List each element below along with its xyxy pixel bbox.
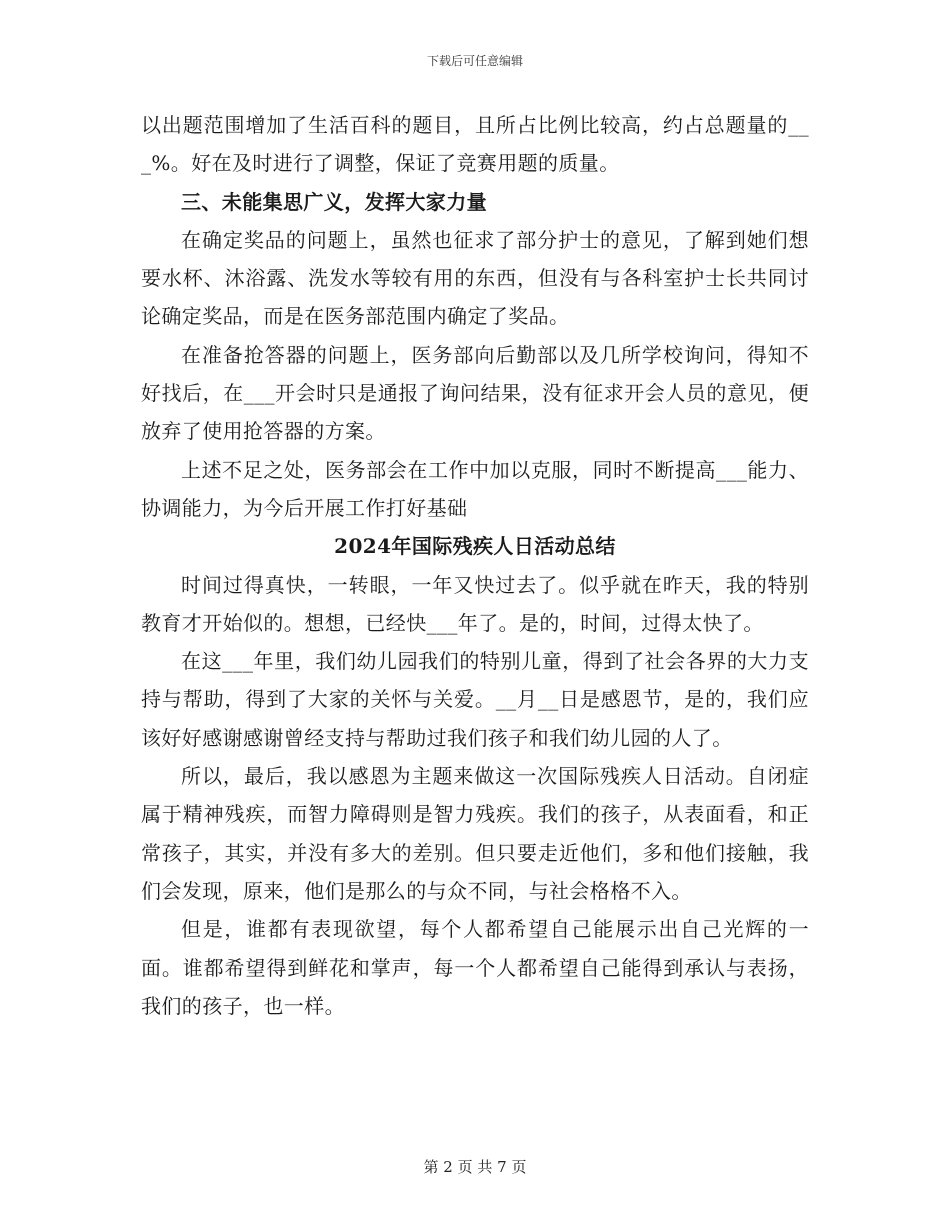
article-paragraph: 但是，谁都有表现欲望，每个人都希望自己能展示出自己光辉的一面。谁都希望得到鲜花和掌声，每一个人都希望自己能得到承认与表扬，我们的孩子，也一样。 — [141, 917, 809, 1018]
document-body — [141, 106, 809, 1025]
article-paragraph: 时间过得真快，一转眼，一年又快过去了。似乎就在昨天，我的特别教育才开始似的。想想，已经快___年了。是的，时间，过得太快了。 — [141, 572, 809, 635]
article-paragraph: 所以，最后，我以感恩为主题来做这一次国际残疾人日活动。自闭症属于精神残疾，而智力障碍则是智力残疾。我们的孩子，从表面看，和正常孩子，其实，并没有多大的差别。但只要走近他们，多和他们接触，我们会发现，原来，他们是那么的与众不同，与社会格格不入。 — [141, 764, 809, 903]
section-heading: 三、未能集思广义，发挥大家力量 — [181, 189, 487, 214]
paragraph-prizes: 在确定奖品的问题上，虽然也征求了部分护士的意见，了解到她们想要水杯、沐浴露、洗发水等较有用的东西，但没有与各科室护士长共同讨论确定奖品，而是在医务部范围内确定了奖品。 — [141, 227, 809, 329]
page-number: 第 2 页 共 7 页 — [423, 1158, 527, 1176]
paragraph-continued: 以出题范围增加了生活百科的题目，且所占比例比较高，约占总题量的___%。好在及时进行了调整，保证了竞赛用题的质量。 — [141, 113, 809, 176]
article-title: 2024年国际残疾人日活动总结 — [334, 534, 616, 559]
paragraph-buzzer: 在准备抢答器的问题上，医务部向后勤部以及几所学校询问，得知不好找后，在___开会时只是通报了询问结果，没有征求开会人员的意见，便放弃了使用抢答器的方案。 — [141, 342, 809, 444]
article-paragraph: 在这___年里，我们幼儿园我们的特别儿童，得到了社会各界的大力支持与帮助，得到了大家的关怀与关爱。__月__日是感恩节，是的，我们应该好好感谢感谢曾经支持与帮助过我们孩子和我们幼儿园的人了。 — [141, 649, 809, 750]
page-header-note: 下载后可任意编辑 — [426, 54, 523, 68]
paragraph-summary: 上述不足之处，医务部会在工作中加以克服，同时不断提高___能力、协调能力，为今后开展工作打好基础 — [141, 457, 809, 520]
